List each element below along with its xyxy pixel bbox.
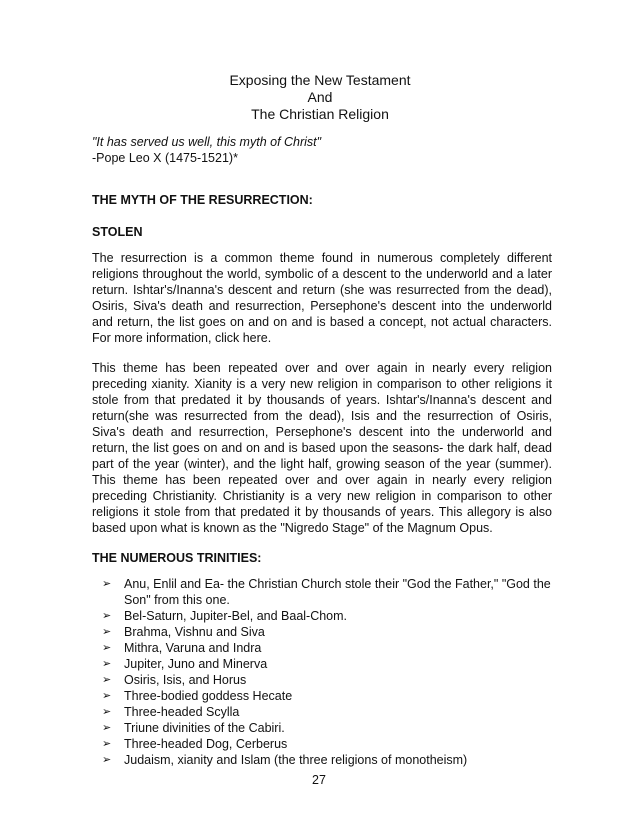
arrow-bullet-icon: ➢: [102, 658, 112, 670]
list-item: [102, 672, 552, 688]
list-item: [102, 608, 552, 624]
arrow-bullet-icon: ➢: [102, 626, 112, 638]
title-line-3: The Christian Religion: [251, 106, 389, 122]
arrow-bullet-icon: ➢: [102, 610, 112, 622]
section-heading-resurrection: THE MYTH OF THE RESURRECTION:: [92, 193, 313, 207]
arrow-bullet-icon: ➢: [102, 754, 112, 766]
title-line-1: Exposing the New Testament: [229, 72, 411, 88]
list-item: [102, 688, 552, 704]
list-item-text: Judaism, xianity and Islam (the three religions of monotheism): [124, 753, 468, 767]
list-item: [102, 640, 552, 656]
epigraph: [92, 134, 552, 166]
arrow-bullet-icon: ➢: [102, 738, 112, 750]
paragraph-1: The resurrection is a common theme found in numerous completely different religions throughout the world, symbolic of a descent to the underworld and a later return. Ishtar's/Inanna's descent and return (she was resurrected from the dead), Osiris, Siva's death and resurrection, Persephone's descent into the underworld and return, the list goes on and on and is based a concept, not actual characters. For more information, click here.: [92, 251, 552, 345]
quote-text: "It has served us well, this myth of Christ": [92, 135, 322, 149]
trinities-list: [92, 576, 552, 768]
list-item: [102, 624, 552, 640]
list-item: [102, 576, 552, 608]
section-heading-trinities: THE NUMEROUS TRINITIES:: [92, 551, 262, 565]
list-item-text: Jupiter, Juno and Minerva: [124, 657, 268, 671]
list-item-text: Anu, Enlil and Ea- the Christian Church stole their "God the Father," "God the Son" from this one.: [124, 577, 551, 607]
arrow-bullet-icon: ➢: [102, 706, 112, 718]
list-item: [102, 704, 552, 720]
list-item-text: Three-headed Scylla: [124, 705, 240, 719]
arrow-bullet-icon: ➢: [102, 722, 112, 734]
paragraph-2: This theme has been repeated over and over again in nearly every religion preceding xianity. Xianity is a very new religion in comparison to other religions it stole from that predated it by thousands of years. Ishtar's/Inanna's descent and return(she was resurrected from the dead), Isis and the resurrection of Osiris, Siva's death and resurrection, Persephone's descent into the underworld and return, the list goes on and on and is based upon the seasons- the dark half, dead part of the year (winter), and the light half, growing season of the year (summer). This theme has been repeated over and over again in nearly every religion preceding Christianity. Christianity is a very new religion in comparison to other religions it stole from that predated it by thousands of years. This allegory is also based upon what is known as the "Nigredo Stage" of the Magnum Opus.: [92, 361, 552, 535]
document-body: [92, 192, 552, 768]
section-subheading-stolen: STOLEN: [92, 225, 143, 239]
title-line-2: And: [307, 89, 333, 105]
list-item-text: Three-headed Dog, Cerberus: [124, 737, 288, 751]
list-item-text: Bel-Saturn, Jupiter-Bel, and Baal-Chom.: [124, 609, 348, 623]
list-item: [102, 720, 552, 736]
list-item-text: Three-bodied goddess Hecate: [124, 689, 293, 703]
list-item: [102, 752, 552, 768]
list-item-text: Brahma, Vishnu and Siva: [124, 625, 265, 639]
list-item-text: Osiris, Isis, and Horus: [124, 673, 247, 687]
list-item: [102, 736, 552, 752]
arrow-bullet-icon: ➢: [102, 578, 112, 590]
page-number: 27: [312, 773, 326, 787]
arrow-bullet-icon: ➢: [102, 674, 112, 686]
list-item: [102, 656, 552, 672]
arrow-bullet-icon: ➢: [102, 642, 112, 654]
list-item-text: Triune divinities of the Cabiri.: [124, 721, 285, 735]
quote-attribution: -Pope Leo X (1475-1521)*: [92, 151, 238, 165]
document-title: [90, 72, 550, 123]
arrow-bullet-icon: ➢: [102, 690, 112, 702]
list-item-text: Mithra, Varuna and Indra: [124, 641, 262, 655]
